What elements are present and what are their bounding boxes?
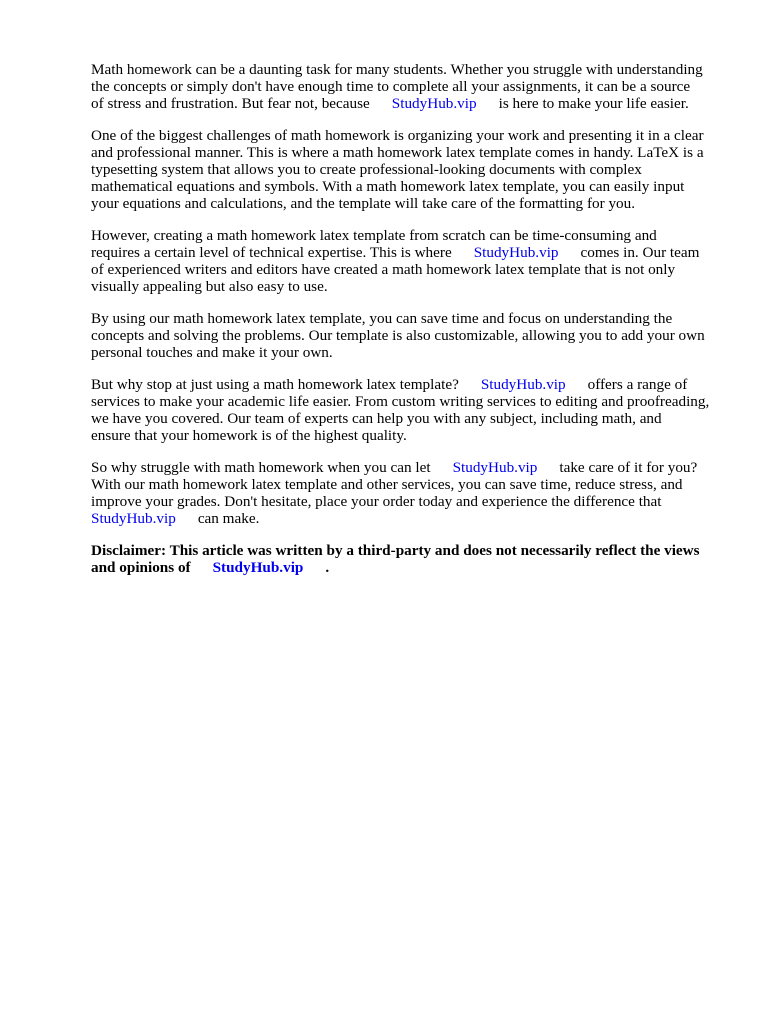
- paragraph-using-template: [91, 310, 728, 361]
- paragraph-challenges: [91, 127, 728, 212]
- text-line: concepts and solving the problems. Our template is also customizable, allowing you to add your own: [91, 327, 705, 344]
- paragraph-intro: [91, 61, 728, 112]
- studyhub-link[interactable]: StudyHub.vip: [480, 376, 566, 393]
- text-line: of experienced writers and editors have created a math homework latex template that is not only: [91, 261, 676, 278]
- text-fragment: and opinions of: [91, 559, 191, 576]
- text-line: services to make your academic life easier. From custom writing services to editing and proofreading,: [91, 393, 710, 410]
- disclaimer-line: Disclaimer: This article was written by a third-party and does not necessarily reflect the views: [91, 542, 700, 559]
- studyhub-link[interactable]: StudyHub.vip: [212, 559, 304, 576]
- text-line: One of the biggest challenges of math homework is organizing your work and presenting it in a clear: [91, 127, 704, 144]
- text-fragment: offers a range of: [587, 376, 688, 393]
- text-line: [91, 376, 728, 393]
- text-line: typesetting system that allows you to create professional-looking documents with complex: [91, 161, 642, 178]
- text-fragment: comes in. Our team: [580, 244, 700, 261]
- text-fragment: of stress and frustration. But fear not, because: [91, 95, 370, 112]
- text-fragment: But why stop at just using a math homework latex template?: [91, 376, 459, 393]
- text-fragment: is here to make your life easier.: [498, 95, 689, 112]
- text-fragment: requires a certain level of technical expertise. This is where: [91, 244, 452, 261]
- studyhub-link[interactable]: StudyHub.vip: [391, 95, 477, 112]
- studyhub-link[interactable]: StudyHub.vip: [473, 244, 559, 261]
- paragraph-however: [91, 227, 728, 295]
- text-line: improve your grades. Don't hesitate, place your order today and experience the difference that: [91, 493, 662, 510]
- text-fragment: take care of it for you?: [559, 459, 698, 476]
- paragraph-conclusion: [91, 459, 728, 527]
- text-line: However, creating a math homework latex template from scratch can be time-consuming and: [91, 227, 657, 244]
- text-fragment: So why struggle with math homework when you can let: [91, 459, 431, 476]
- disclaimer: [91, 542, 728, 576]
- text-line: [91, 244, 728, 261]
- text-fragment: can make.: [197, 510, 260, 527]
- text-line: the concepts or simply don't have enough time to complete all your assignments, it can be a source: [91, 78, 691, 95]
- text-line: By using our math homework latex template, you can save time and focus on understanding the: [91, 310, 673, 327]
- studyhub-link[interactable]: StudyHub.vip: [91, 510, 176, 527]
- text-fragment: .: [325, 559, 330, 576]
- text-line: ensure that your homework is of the highest quality.: [91, 427, 407, 444]
- disclaimer-line: [91, 559, 728, 576]
- text-line: Math homework can be a daunting task for many students. Whether you struggle with understanding: [91, 61, 703, 78]
- text-line: [91, 459, 728, 476]
- text-line: your equations and calculations, and the template will take care of the formatting for you.: [91, 195, 636, 212]
- text-line: [91, 510, 728, 527]
- studyhub-link[interactable]: StudyHub.vip: [452, 459, 538, 476]
- text-line: visually appealing but also easy to use.: [91, 278, 328, 295]
- text-line: and professional manner. This is where a math homework latex template comes in handy. LaTeX is a: [91, 144, 704, 161]
- text-line: With our math homework latex template and other services, you can save time, reduce stress, and: [91, 476, 683, 493]
- text-line: [91, 95, 728, 112]
- text-line: personal touches and make it your own.: [91, 344, 333, 361]
- text-line: mathematical equations and symbols. With a math homework latex template, you can easily input: [91, 178, 685, 195]
- paragraph-services: [91, 376, 728, 444]
- text-line: we have you covered. Our team of experts can help you with any subject, including math, and: [91, 410, 662, 427]
